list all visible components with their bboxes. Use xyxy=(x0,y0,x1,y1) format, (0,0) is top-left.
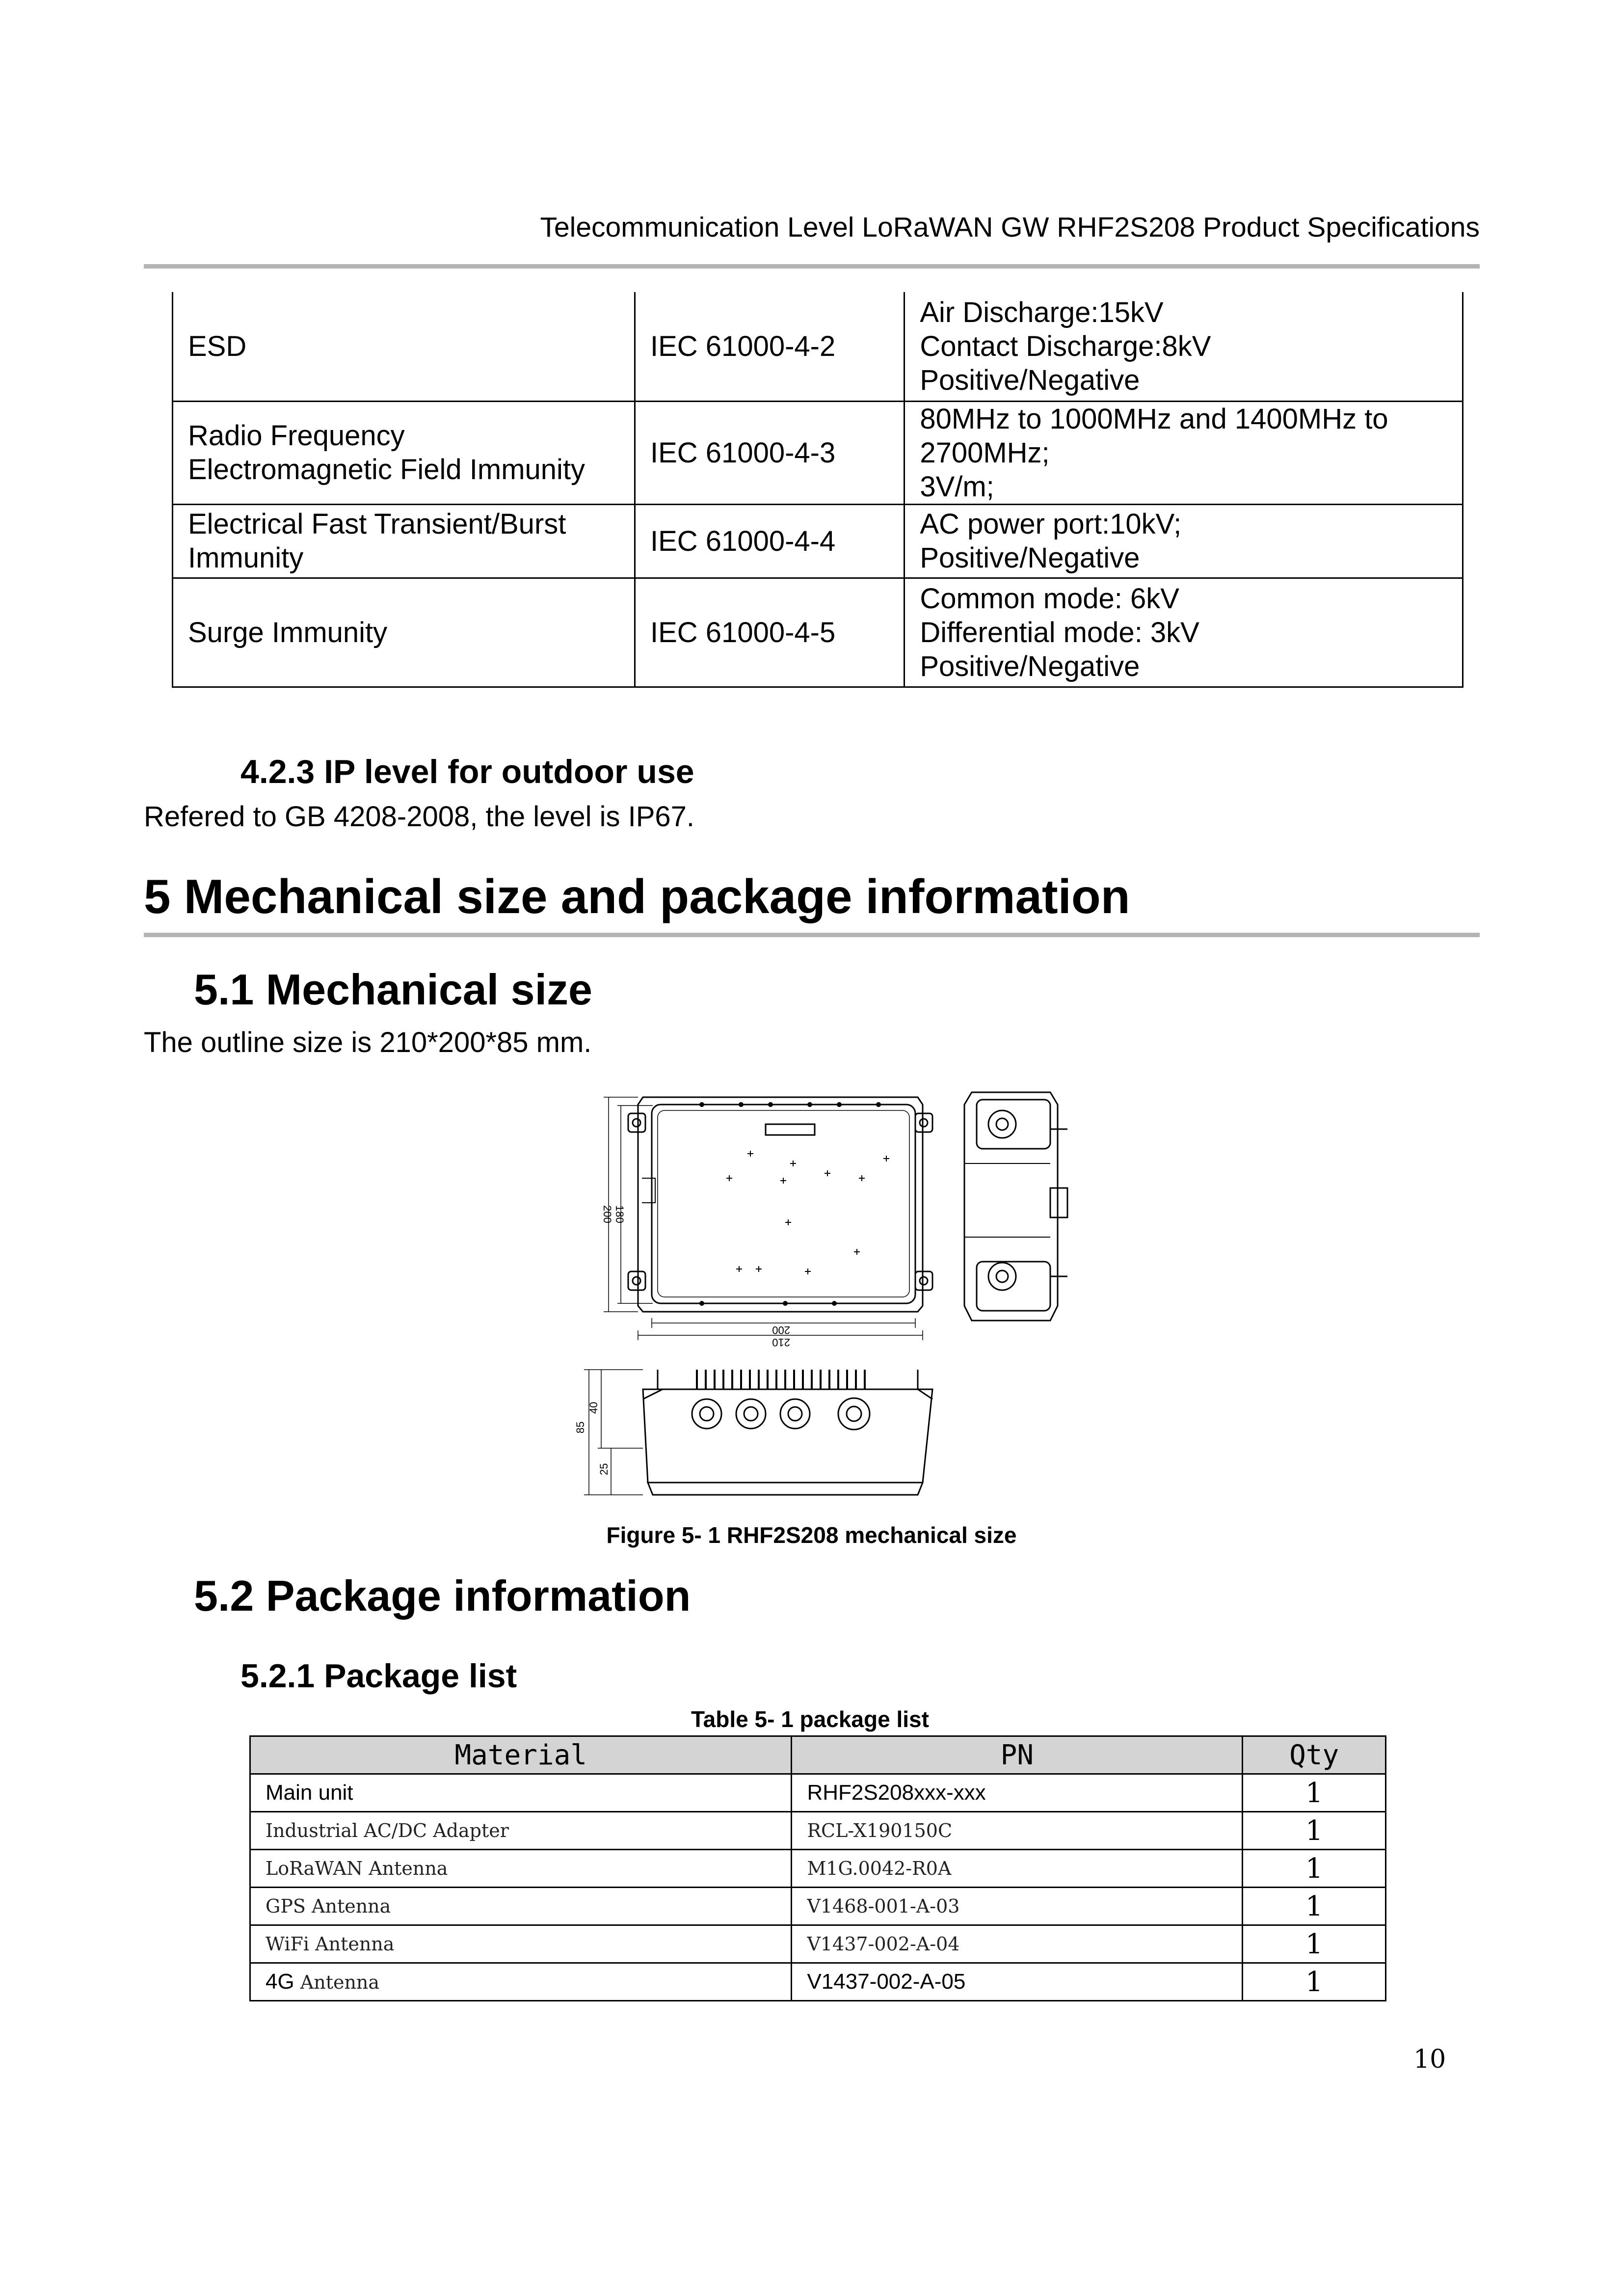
test-item-cell: ESD xyxy=(173,292,635,401)
qty-cell: 1 xyxy=(1243,1774,1386,1812)
side-view xyxy=(964,1092,1067,1321)
material-cell: Industrial AC/DC Adapter xyxy=(250,1812,792,1850)
table-row xyxy=(173,292,1463,401)
package-list-table xyxy=(249,1735,1386,2001)
qty-cell: 1 xyxy=(1243,1812,1386,1850)
pn-cell: RHF2S208xxx-xxx xyxy=(792,1774,1243,1812)
requirement-cell: AC power port:10kV; Positive/Negative xyxy=(905,504,1463,578)
pn-cell: V1437-002-A-05 xyxy=(792,1963,1243,2001)
table-row xyxy=(250,1812,1386,1850)
qty-cell: 1 xyxy=(1243,1925,1386,1963)
material-cell: LoRaWAN Antenna xyxy=(250,1850,792,1888)
requirement-cell: Air Discharge:15kV Contact Discharge:8kV Positive/Negative xyxy=(905,292,1463,401)
table-row xyxy=(250,1888,1386,1925)
pn-cell: V1468-001-A-03 xyxy=(792,1888,1243,1925)
material-cell: GPS Antenna xyxy=(250,1888,792,1925)
standard-cell: IEC 61000-4-4 xyxy=(635,504,905,578)
chapter-rule xyxy=(144,933,1480,937)
table-row xyxy=(173,578,1463,687)
ip-level-text: Refered to GB 4208-2008, the level is IP67. xyxy=(144,801,695,833)
material-cell: 4G Antenna xyxy=(250,1963,792,2001)
chapter-heading-5: 5 Mechanical size and package information xyxy=(144,869,1130,923)
table-row xyxy=(173,401,1463,504)
qty-cell: 1 xyxy=(1243,1850,1386,1888)
pn-cell: M1G.0042-R0A xyxy=(792,1850,1243,1888)
front-view xyxy=(574,1370,932,1495)
standard-cell: IEC 61000-4-5 xyxy=(635,578,905,687)
table-row xyxy=(173,504,1463,578)
mechanical-drawing xyxy=(574,1075,1075,1517)
dimension-label: 200 xyxy=(772,1324,790,1336)
outline-size-text: The outline size is 210*200*85 mm. xyxy=(144,1026,592,1058)
requirement-cell: Common mode: 6kV Differential mode: 3kV Positive/Negative xyxy=(905,578,1463,687)
material-cell: Main unit xyxy=(250,1774,792,1812)
standard-cell: IEC 61000-4-2 xyxy=(635,292,905,401)
pn-cell: V1437-002-A-04 xyxy=(792,1925,1243,1963)
dimension-label: 25 xyxy=(598,1463,610,1475)
dimension-label: 180 xyxy=(613,1205,626,1223)
top-view xyxy=(601,1097,932,1349)
page-number: 10 xyxy=(1413,2045,1446,2074)
running-header: Telecommunication Level LoRaWAN GW RHF2S208 Product Specifications xyxy=(540,212,1480,243)
table-caption: Table 5- 1 package list xyxy=(691,1706,929,1732)
table-row xyxy=(250,1925,1386,1963)
pn-cell: RCL-X190150C xyxy=(792,1812,1243,1850)
table-header-row xyxy=(250,1736,1386,1774)
table-row xyxy=(250,1774,1386,1812)
material-cell: WiFi Antenna xyxy=(250,1925,792,1963)
dimension-label: 40 xyxy=(587,1402,600,1414)
emc-test-table xyxy=(172,292,1463,688)
requirement-cell: 80MHz to 1000MHz and 1400MHz to 2700MHz; 3V/m; xyxy=(905,401,1463,504)
column-header: Material xyxy=(250,1736,792,1774)
standard-cell: IEC 61000-4-3 xyxy=(635,401,905,504)
figure-caption: Figure 5- 1 RHF2S208 mechanical size xyxy=(606,1522,1017,1548)
dimension-label: 85 xyxy=(574,1421,586,1433)
dimension-label: 200 xyxy=(601,1205,613,1223)
dimension-label: 210 xyxy=(772,1336,790,1349)
qty-cell: 1 xyxy=(1243,1963,1386,2001)
header-rule xyxy=(144,264,1480,269)
section-heading-4-2-3: 4.2.3 IP level for outdoor use xyxy=(240,753,694,790)
test-item-cell: Radio Frequency Electromagnetic Field Immunity xyxy=(173,401,635,504)
table-row xyxy=(250,1963,1386,2001)
table-row xyxy=(250,1850,1386,1888)
section-heading-5-2-1: 5.2.1 Package list xyxy=(240,1657,517,1695)
test-item-cell: Surge Immunity xyxy=(173,578,635,687)
qty-cell: 1 xyxy=(1243,1888,1386,1925)
test-item-cell: Electrical Fast Transient/Burst Immunity xyxy=(173,504,635,578)
section-heading-5-2: 5.2 Package information xyxy=(194,1571,691,1620)
column-header: Qty xyxy=(1243,1736,1386,1774)
column-header: PN xyxy=(792,1736,1243,1774)
section-heading-5-1: 5.1 Mechanical size xyxy=(194,965,592,1014)
